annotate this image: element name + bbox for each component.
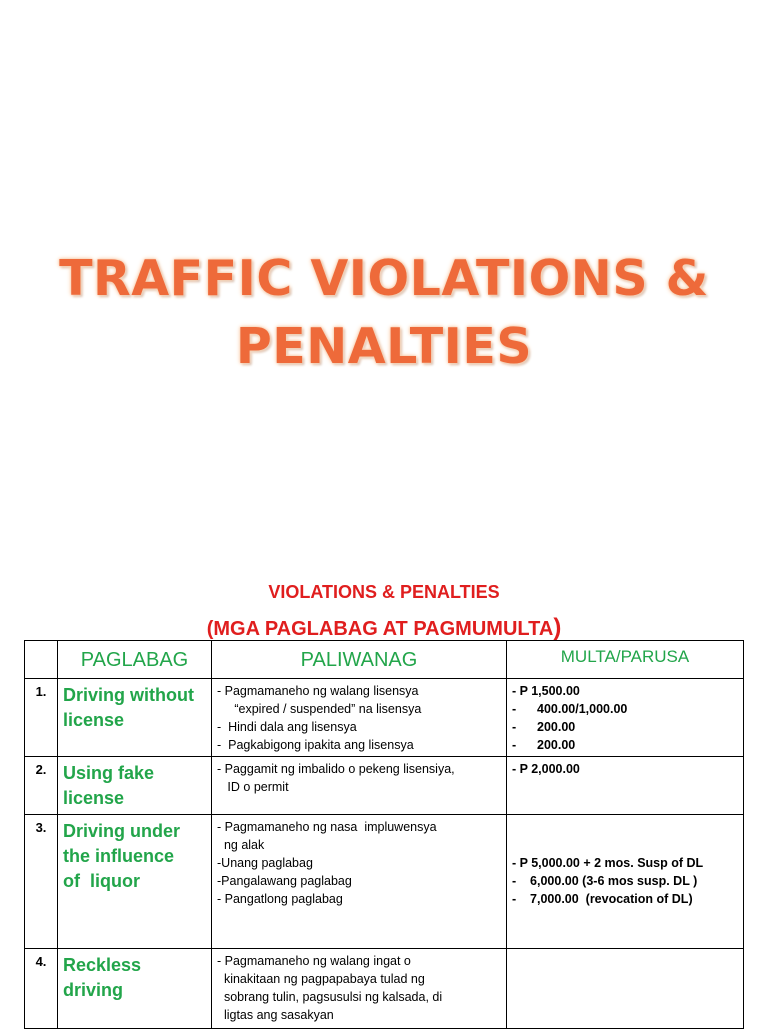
description-line: sobrang tulin, pagsusulsi ng kalsada, di	[217, 990, 443, 1004]
main-title-line-1: TRAFFIC VIOLATIONS &	[59, 249, 709, 307]
violation-line: the influence	[63, 846, 175, 866]
table-header-row	[25, 641, 744, 679]
description-line: -Pangalawang paglabag	[217, 874, 352, 888]
description-line: ID o permit	[217, 780, 289, 794]
violation-line: Driving under	[63, 821, 181, 841]
violation-cell	[58, 679, 212, 757]
penalty-line: - P 5,000.00 + 2 mos. Susp of DL	[512, 856, 704, 870]
description-line: -Unang paglabag	[217, 856, 313, 870]
description-line: ng alak	[217, 838, 265, 852]
penalty-spacer	[512, 818, 739, 854]
row-number: 3.	[25, 815, 58, 949]
description-line: - Pagmamaneho ng walang ingat o	[217, 954, 411, 968]
penalty-line: - 200.00	[512, 738, 576, 752]
subheading-paren: )	[553, 614, 562, 641]
penalty-cell	[507, 757, 744, 815]
penalty-cell	[507, 815, 744, 949]
section-subheading	[0, 614, 768, 642]
description-line: “expired / suspended” na lisensya	[217, 702, 422, 716]
row-number: 2.	[25, 757, 58, 815]
violation-line: driving	[63, 980, 124, 1000]
main-title	[0, 245, 768, 381]
penalty-line: - 200.00	[512, 720, 576, 734]
table-row	[25, 815, 744, 949]
violation-cell	[58, 757, 212, 815]
violation-line: of liquor	[63, 871, 140, 891]
main-title-line-2: PENALTIES	[235, 317, 533, 375]
penalty-line: - P 2,000.00	[512, 762, 580, 776]
penalty-line: - P 1,500.00	[512, 684, 580, 698]
violation-line: Driving without	[63, 685, 194, 705]
header-violation: PAGLABAG	[58, 641, 212, 679]
description-line: - Hindi dala ang lisensya	[217, 720, 357, 734]
row-number: 4.	[25, 949, 58, 1029]
violation-cell	[58, 815, 212, 949]
description-cell	[212, 815, 507, 949]
header-penalty: MULTA/PARUSA	[507, 641, 744, 679]
penalty-cell	[507, 949, 744, 1029]
violation-cell	[58, 949, 212, 1029]
description-line: - Pagmamaneho ng nasa impluwensya	[217, 820, 437, 834]
table-row	[25, 949, 744, 1029]
table-row	[25, 679, 744, 757]
subheading-text: (MGA PAGLABAG AT PAGMUMULTA	[206, 618, 554, 640]
penalties-table	[24, 640, 744, 1029]
description-line: kinakitaan ng pagpapabaya tulad ng	[217, 972, 425, 986]
violation-line: license	[63, 710, 125, 730]
section-heading: VIOLATIONS & PENALTIES	[268, 582, 500, 602]
description-cell	[212, 949, 507, 1029]
penalty-line: - 400.00/1,000.00	[512, 702, 628, 716]
description-line: ligtas ang sasakyan	[217, 1008, 334, 1022]
violation-line: Reckless	[63, 955, 142, 975]
description-cell	[212, 757, 507, 815]
table-row	[25, 757, 744, 815]
description-line: - Pangatlong paglabag	[217, 892, 343, 906]
description-line: - Pagmamaneho ng walang lisensya	[217, 684, 419, 698]
description-line: - Pagkabigong ipakita ang lisensya	[217, 738, 414, 752]
violation-line: Using fake	[63, 763, 155, 783]
penalty-cell	[507, 679, 744, 757]
description-line: - Paggamit ng imbalido o pekeng lisensiya,	[217, 762, 455, 776]
penalty-line: - 7,000.00 (revocation of DL)	[512, 892, 693, 906]
violation-line: license	[63, 788, 125, 808]
description-cell	[212, 679, 507, 757]
penalty-line: - 6,000.00 (3-6 mos susp. DL )	[512, 874, 698, 888]
header-description: PALIWANAG	[212, 641, 507, 679]
header-number-cell	[25, 641, 58, 679]
row-number: 1.	[25, 679, 58, 757]
